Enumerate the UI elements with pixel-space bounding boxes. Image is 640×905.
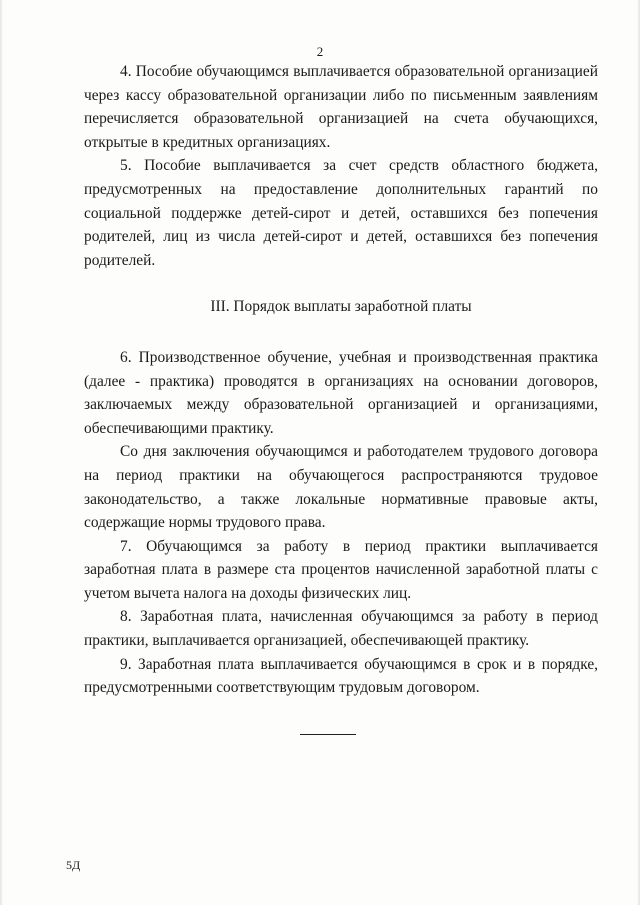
- page-number: 2: [316, 44, 324, 59]
- footer-code: 5Д: [66, 858, 81, 872]
- section-title: III. Порядок выплаты заработной платы: [210, 298, 472, 316]
- scan-edge-left: [0, 0, 3, 905]
- paragraph-9: 9. Заработная плата выплачивается обучающимся в срок и в порядке, предусмотренными соответствующим трудовым договором.: [84, 655, 598, 697]
- end-rule: [300, 734, 356, 735]
- paragraph-6: 6. Производственное обучение, учебная и производственная практика (далее - практика) проводятся в организациях на основании договоров, заключаемых между образовательной организацией и организациями, обеспечивающими практику.: [84, 348, 598, 437]
- paragraph-6-continued: Со дня заключения обучающимся и работодателем трудового договора на период практики на обучающегося распространяются трудовое законодательство, а также локальные нормативные правовые акты, содержащие нормы трудового права.: [84, 443, 598, 532]
- paragraph-7: 7. Обучающимся за работу в период практики выплачивается заработная плата в размере ста процентов начисленной заработной платы с учетом вычета налога на доходы физических лиц.: [84, 537, 598, 602]
- paragraph-4: 4. Пособие обучающимся выплачивается образовательной организацией через кассу образовательной организации либо по письменным заявлениям перечисляется образовательной организацией на счета обучающихся, открытые в кредитных организациях.: [84, 63, 598, 151]
- paragraph-8: 8. Заработная плата, начисленная обучающимся за работу в период практики, выплачивается организацией, обеспечивающей практику.: [84, 608, 598, 650]
- paragraph-5: 5. Пособие выплачивается за счет средств областного бюджета, предусмотренных на предоставление дополнительных гарантий по социальной поддержке детей-сирот и детей, оставшихся без попечения родителей, лиц из числа детей-сирот и детей, оставшихся без попечения родителей.: [84, 157, 598, 269]
- document-body: [84, 60, 598, 700]
